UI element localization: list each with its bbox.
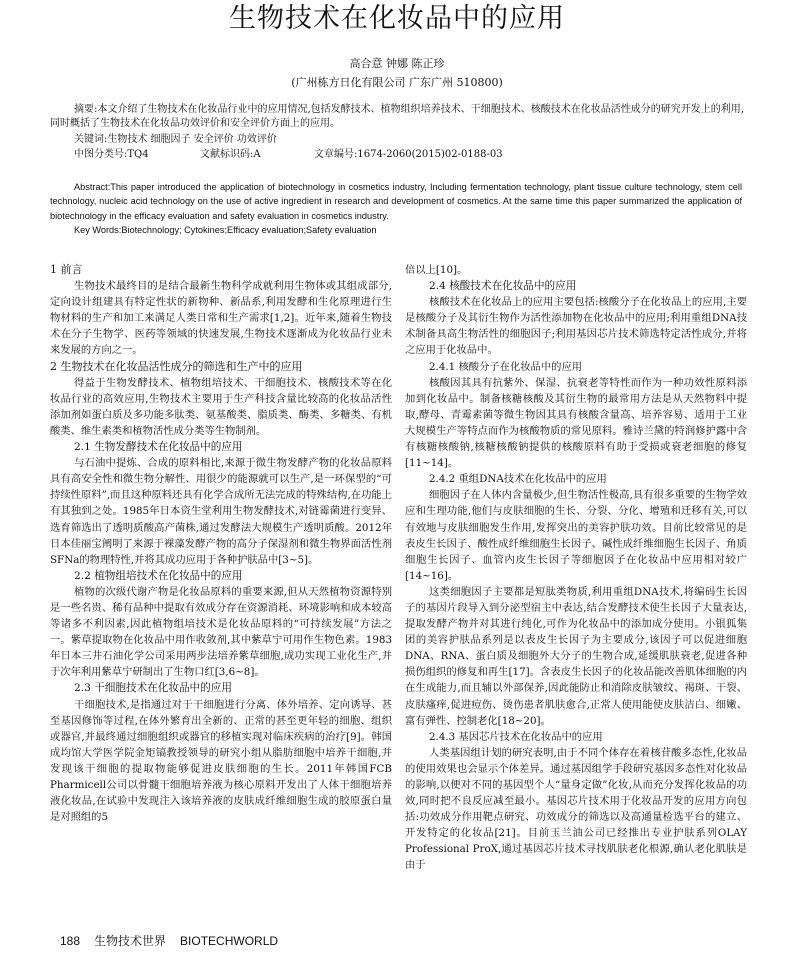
article-title: 生物技术在化妆品中的应用	[229, 3, 565, 34]
page-footer	[60, 932, 292, 949]
section-heading: 1 前言	[50, 263, 83, 276]
abstract-en-block	[50, 180, 742, 237]
paragraph: 生物技术最终目的是结合最新生物科学成就利用生物体或其组成部分,定向设计组建具有特定性状的新物种、新品系,利用发酵和生化原理进行生物材料的生产和加工来满足人类日常和生产需求[1,2]。近年来,随着生物技术在分子生物学、医药等领域的快速发展,生物技术逐渐成为化妆品行业未来发展的方向之一。	[50, 280, 392, 357]
classification-line	[74, 148, 503, 162]
paragraph: 细胞因子在人体内含量极少,但生物活性极高,具有很多重要的生物学效应和生理功能,他们与皮肤细胞的生长、分裂、分化、增殖和迁移有关,可以有效地与皮肤细胞发生作用,发挥突出的美容护肤功效。目前比较常见的是表皮生长因子、酸性成纤维细胞生长因子、碱性成纤维细胞生长因子、角质细胞生长因子、血管内皮生长因子等细胞因子在化妆品中应用相对较广[14~16]。	[405, 489, 747, 582]
abstract-en: Abstract:This paper introduced the application of biotechnology in cosmetics industry, Including fermentation technology, plant tissue culture technology, stem cell technology, nucleic acid technology on the use of active ingredient in research and development of cosmetics. At the same time this paper summarized the application of biotechnology in the efficacy evaluation and safety evaluation in cosmetics industry.	[50, 182, 742, 221]
abstract-zh-block	[50, 103, 744, 131]
affiliation: (广州栋方日化有限公司 广东广州 510800)	[291, 76, 503, 89]
subsection-heading: 2.3 干细胞技术在化妆品中的应用	[74, 682, 232, 695]
subsubsection-heading: 2.4.2 重组DNA技术在化妆品中的应用	[429, 473, 607, 486]
journal-name-cn: 生物技术世界	[94, 934, 167, 948]
section-heading: 2 生物技术在化妆品活性成分的筛选和生产中的应用	[50, 359, 303, 373]
paragraph: 人类基因组计划的研究表明,由于不同个体存在着核苷酸多态性,化妆品的使用效果也会显示个体差异。通过基因组学手段研究基因多态性对化妆品的影响,以便对不同的基因型个人“量身定做”化妆,从而充分发挥化妆品的功效,同时把不良反应减至最小。基因芯片技术用于化妆品开发的应用方向包括:功效成分作用靶点研究、功效成分的筛选以及高通量检选平台的建立、开发特定的化妆品[21]。目前玉兰油公司已经推出专业护肤系列OLAY Professional ProX,通过基因芯片技术寻找肌肤老化根源,确认老化肌肤是由于	[405, 746, 747, 872]
paragraph: 植物的次级代谢产物是化妆品原料的重要来源,但从天然植物资源特别是一些名贵、稀有品种中提取有效成分存在资源消耗、环境影响和成本较高等诸多不利因素,因此植物组培技术是化妆品原料的“可持续发展”方法之一。紫草提取物在化妆品中用作收敛剂,其中紫草宁可用作生物色素。1983年日本三井石油化学公司采用两步法培养紫草细胞,成功实现工业化生产,并于次年利用紫草宁研制出了生物口红[3,6~8]。	[50, 585, 392, 679]
article-number: 文章编号:1674-2060(2015)02-0188-03	[314, 149, 503, 160]
clc-number: 中图分类号:TQ4	[74, 149, 149, 160]
authors: 高合意 钟娜 陈正珍	[349, 57, 445, 70]
keywords-zh: 关键词:生物技术 细胞因子 安全评价 功效评价	[74, 134, 277, 145]
abstract-zh: 摘要:本文介绍了生物技术在化妆品行业中的应用情况,包括发酵技术、植物组织培养技术、干细胞技术、核酸技术在化妆品活性成分的研究开发上的利用,同时概括了生物技术在化妆品功效评价和安全评价方面上的应用。	[50, 104, 744, 129]
subsection-heading: 2.2 植物组培技术在化妆品中的应用	[74, 569, 243, 582]
document-code: 文献标识码:A	[200, 149, 261, 160]
paragraph: 干细胞技术,是指通过对于干细胞进行分离、体外培养、定向诱导、甚至基因修饰等过程,在体外繁育出全新的、正常的甚至更年轻的细胞、组织或器官,并最终通过细胞组织或器官的移植实现对临床疾病的治疗[9]。韩国成均馆大学医学院金矩镐教授领导的研究小组从脂肪细胞中培养干细胞,并发现该干细胞的提取物能够促进皮肤细胞的生长。2011年韩国FCB Pharmicell公司以骨髓干细胞培养液为核心原料开发出了人体干细胞培养液化妆品,在试验中发现注入该培养液的皮肤成纤维细胞生成的胶原蛋白量是对照组的5	[50, 698, 392, 824]
right-column	[405, 262, 747, 874]
subsubsection-heading: 2.4.3 基因芯片技术在化妆品中的应用	[429, 730, 603, 743]
subsection-heading: 2.1 生物发酵技术在化妆品中的应用	[74, 441, 243, 454]
subsection-heading: 2.4 核酸技术在化妆品中的应用	[429, 280, 577, 293]
subsubsection-heading: 2.4.1 核酸分子在化妆品中的应用	[429, 360, 583, 373]
paragraph: 与石油中提炼、合成的原料相比,来源于微生物发酵产物的化妆品原料具有高安全性和微生物分解性、用很少的能源就可以生产,是一环保型的“可持续性原料”,而且这种原料还具有化学合成所无法完成的特殊结构,在功能上有其独到之处。1985年日本资生堂利用生物发酵技术,对链霉菌进行变异、选育筛选出了透明质酸高产菌株,通过发酵法大规模生产透明质酸。2012年日本佳丽宝阐明了来源于裸藻发酵产物的高分子保湿剂和微生物界面活性剂SFNa的物理特性,并将其成功应用于各种护肤品中[3~5]。	[50, 457, 392, 566]
paragraph: 得益于生物发酵技术、植物组培技术、干细胞技术、核酸技术等在化妆品行业的高效应用,生物技术主要用于生产科技含量比较高的化妆品活性添加剂如蛋白质及多功能多肽类、氨基酸类、脂质类、酶类、多糖类、有机酸类、维生素类和植物活性成分类等生物制剂。	[50, 376, 392, 437]
paragraph: 核酸技术在化妆品上的应用主要包括:核酸分子在化妆品上的应用,主要是核酸分子及其衍生物作为活性添加物在化妆品中的应用;利用重组DNA技术制备具高生物活性的细胞因子;利用基因芯片技术筛选特定活性成分,并将之应用于化妆品中。	[405, 296, 747, 357]
paragraph: 这类细胞因子主要都是短肽类物质,利用重组DNA技术,将编码生长因子的基因片段导入到分泌型宿主中表达,结合发酵技术使生长因子大量表达,提取发酵产物并对其进行纯化,可作为化妆品中的添加成分使用。小银狐集团的美容护肤品系列是以表皮生长因子为主要成分,该因子可以促进细胞DNA、RNA、蛋白质及细胞外大分子的生物合成,延缓肌肤衰老,促进各种损伤组织的修复和再生[17]。含表皮生长因子的化妆品能改善肌体细胞的内在生成能力,而且辅以外部保养,因此能防止和消除皮肤皱纹、褐斑、干裂、皮肤瘙痒,促进痘伤、烫伤患者肌肤愈合,正常人使用能使皮肤洁白、细嫩、富有弹性、控制老化[18~20]。	[405, 585, 747, 727]
paragraph-continued: 倍以上[10]。	[405, 264, 468, 276]
paragraph: 核酸因其具有抗紫外、保湿、抗衰老等特性而作为一种功效性原料添加到化妆品中。制备核糖核酸及其衍生物的最常用方法是从天然物料中提取,酵母、青霉素菌等微生物因其具有核酸含量高、培养容易、适用于工业大规模生产等特点而作为核酸物质的常见原料。雅诗兰黛的特润修护露中含有核糖核酸钠,核糖核酸钠提供的核酸原料有助于受损或衰老细胞的修复[11~14]。	[405, 376, 747, 470]
journal-name-en: BIOTECHWORLD	[180, 934, 279, 948]
left-column	[50, 262, 392, 825]
page-number: 188	[60, 934, 81, 948]
keywords-en: Key Words:Biotechnology; Cytokines;Efficacy evaluation;Safety evaluation	[74, 224, 377, 235]
